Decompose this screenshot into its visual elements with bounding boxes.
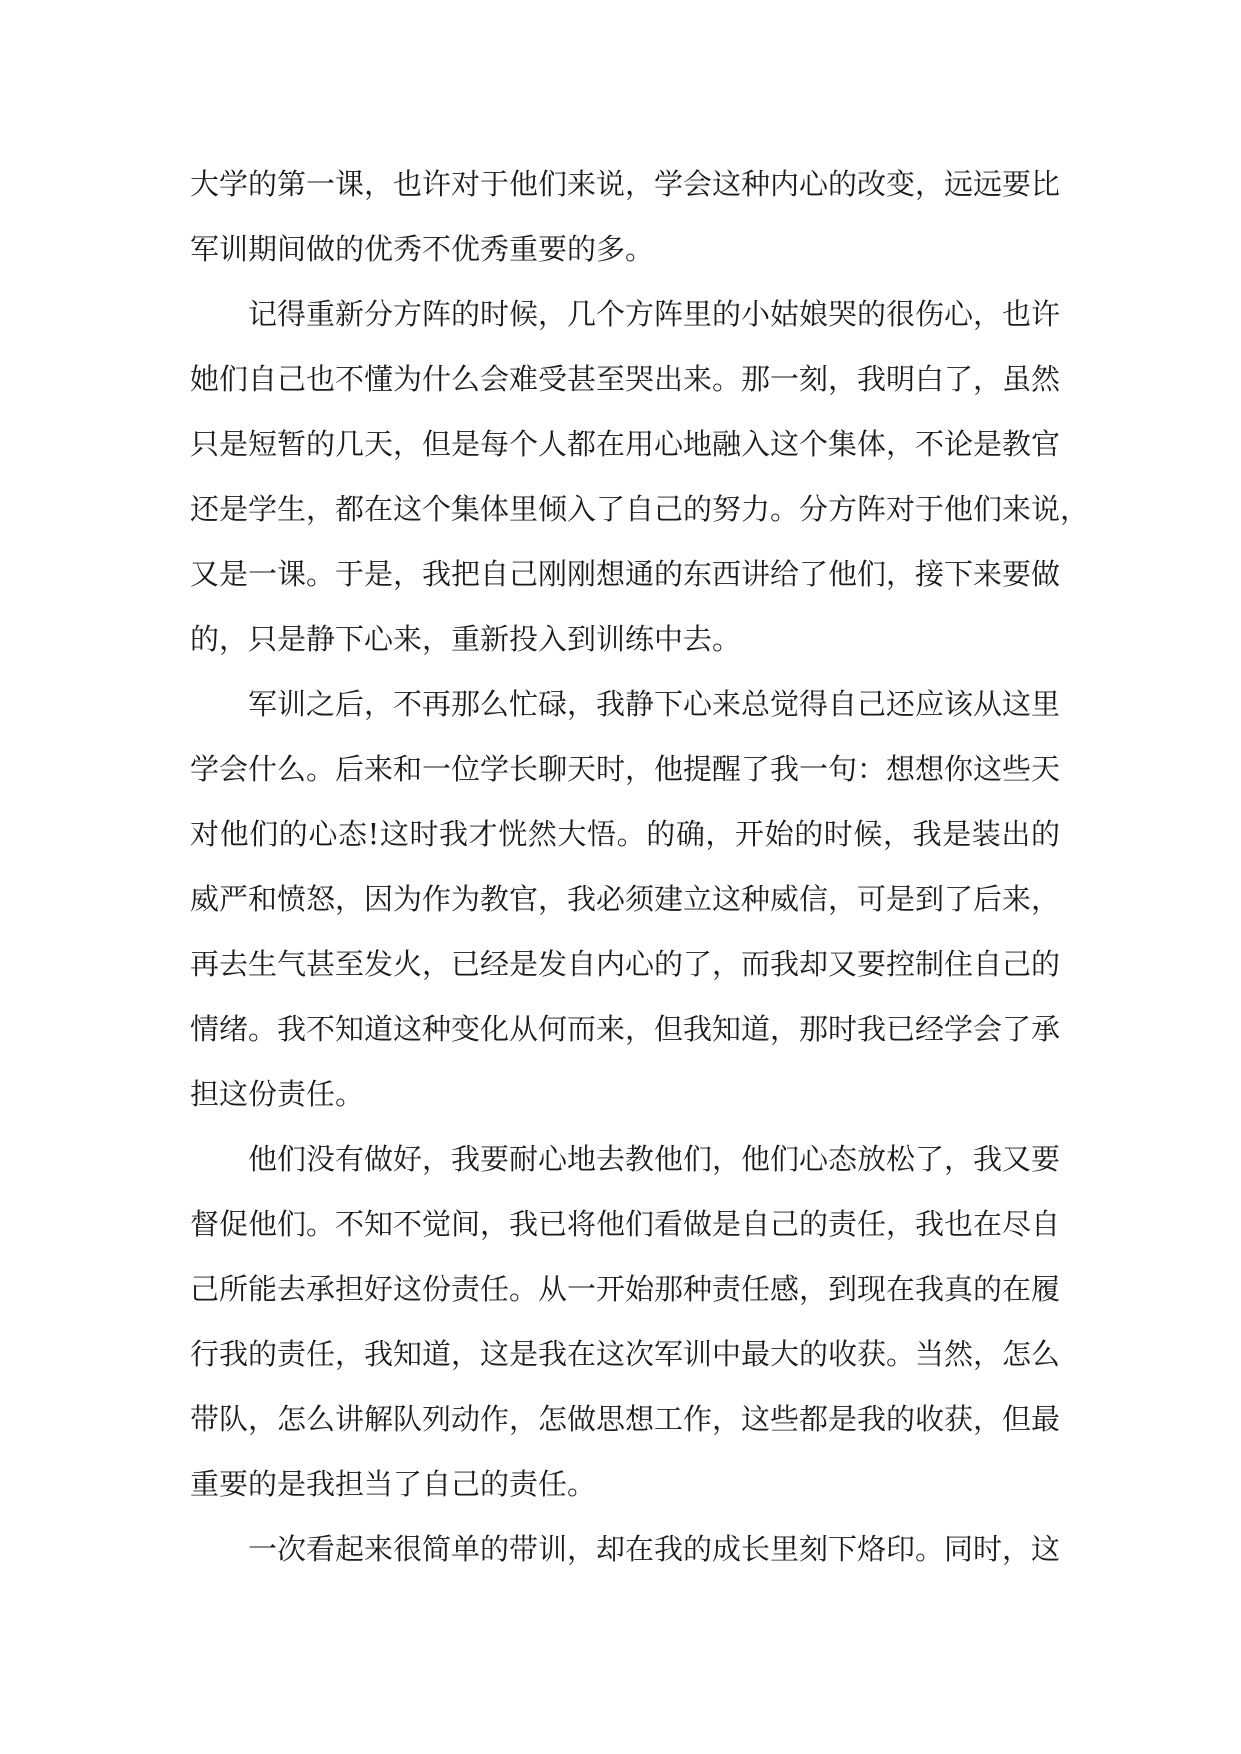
text-line: 只是短暂的几天，但是每个人都在用心地融入这个集体，不论是教官 [190,427,1061,461]
text-line: 再去生气甚至发火，已经是发自内心的了，而我却又要控制住自己的 [190,947,1061,981]
paragraph-first-line: 记得重新分方阵的时候，几个方阵里的小姑娘哭的很伤心，也许 [248,297,1061,331]
text-line: 威严和愤怒，因为作为教官，我必须建立这种威信，可是到了后来， [190,882,1061,916]
text-line: 情绪。我不知道这种变化从何而来，但我知道，那时我已经学会了承 [190,1012,1061,1046]
text-line: 还是学生，都在这个集体里倾入了自己的努力。分方阵对于他们来说， [190,492,1090,526]
body-text [190,152,1090,1582]
text-line: 她们自己也不懂为什么会难受甚至哭出来。那一刻，我明白了，虽然 [190,362,1061,396]
paragraph-first-line: 他们没有做好，我要耐心地去教他们，他们心态放松了，我又要 [248,1142,1061,1176]
text-line: 带队，怎么讲解队列动作，怎做思想工作，这些都是我的收获，但最 [190,1402,1061,1436]
text-line: 大学的第一课，也许对于他们来说，学会这种内心的改变，远远要比 [190,167,1061,201]
text-line: 的，只是静下心来，重新投入到训练中去。 [190,622,742,656]
paragraph-first-line: 军训之后，不再那么忙碌，我静下心来总觉得自己还应该从这里 [248,687,1061,721]
text-line: 重要的是我担当了自己的责任。 [190,1467,597,1501]
paragraph-first-line: 一次看起来很简单的带训，却在我的成长里刻下烙印。同时，这 [248,1532,1061,1566]
text-line: 督促他们。不知不觉间，我已将他们看做是自己的责任，我也在尽自 [190,1207,1061,1241]
text-line: 军训期间做的优秀不优秀重要的多。 [190,232,655,266]
text-line: 学会什么。后来和一位学长聊天时，他提醒了我一句：想想你这些天 [190,752,1061,786]
text-line: 己所能去承担好这份责任。从一开始那种责任感，到现在我真的在履 [190,1272,1061,1306]
text-line: 又是一课。于是，我把自己刚刚想通的东西讲给了他们，接下来要做 [190,557,1061,591]
text-line: 行我的责任，我知道，这是我在这次军训中最大的收获。当然，怎么 [190,1337,1061,1371]
text-line: 对他们的心态!这时我才恍然大悟。的确，开始的时候，我是装出的 [190,817,1060,851]
text-line: 担这份责任。 [190,1077,365,1111]
